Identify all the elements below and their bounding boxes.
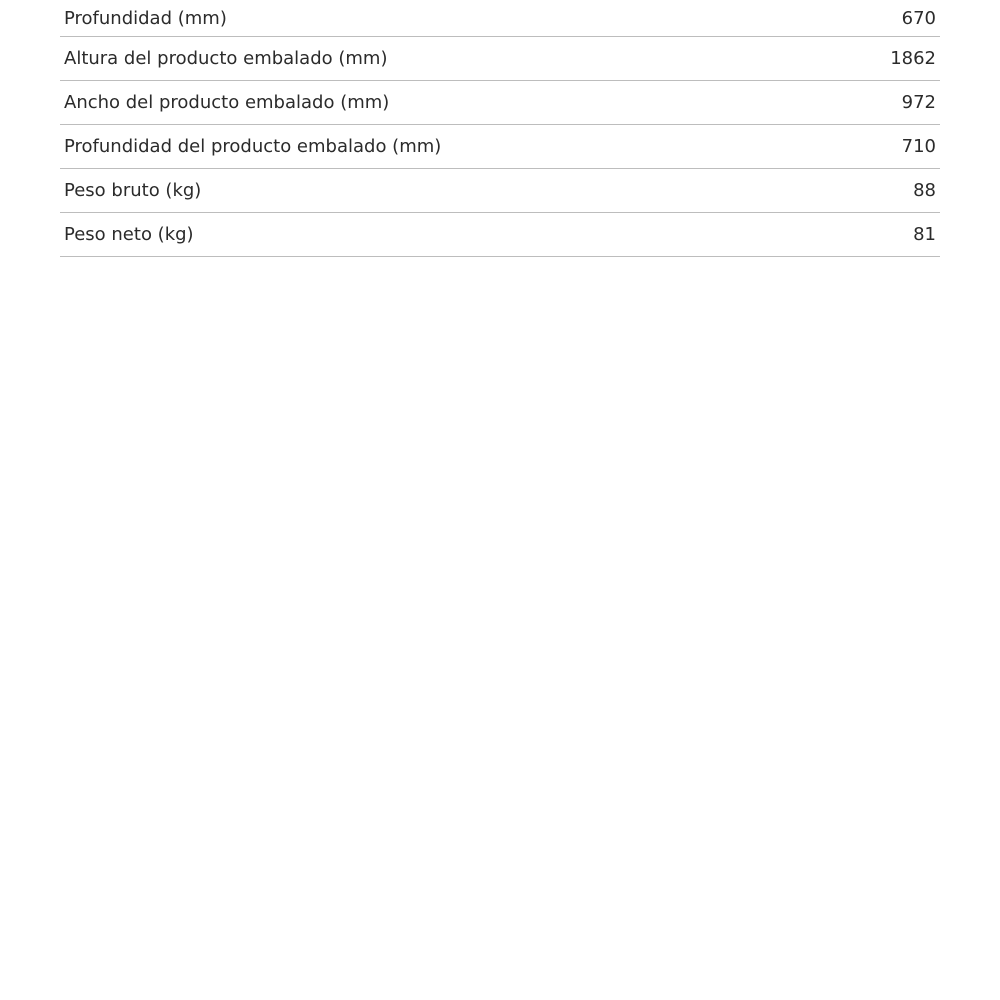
table-row [60, 213, 940, 257]
table-row [60, 0, 940, 37]
spec-value-packed-width: 972 [901, 92, 936, 113]
table-row [60, 37, 940, 81]
spec-label-net-weight: Peso neto (kg) [64, 224, 194, 245]
spec-label-packed-depth: Profundidad del producto embalado (mm) [64, 136, 442, 157]
table-row [60, 81, 940, 125]
spec-label-depth: Profundidad (mm) [64, 7, 227, 29]
spec-value-net-weight: 81 [913, 224, 936, 245]
spec-value-gross-weight: 88 [913, 180, 936, 201]
table-row [60, 169, 940, 213]
spec-value-packed-height: 1862 [890, 48, 936, 69]
spec-value-depth: 670 [901, 7, 936, 29]
spec-value-packed-depth: 710 [901, 136, 936, 157]
table-row [60, 125, 940, 169]
spec-label-packed-height: Altura del producto embalado (mm) [64, 48, 388, 69]
spec-label-packed-width: Ancho del producto embalado (mm) [64, 92, 390, 113]
spec-table [60, 0, 940, 257]
spec-label-gross-weight: Peso bruto (kg) [64, 180, 202, 201]
